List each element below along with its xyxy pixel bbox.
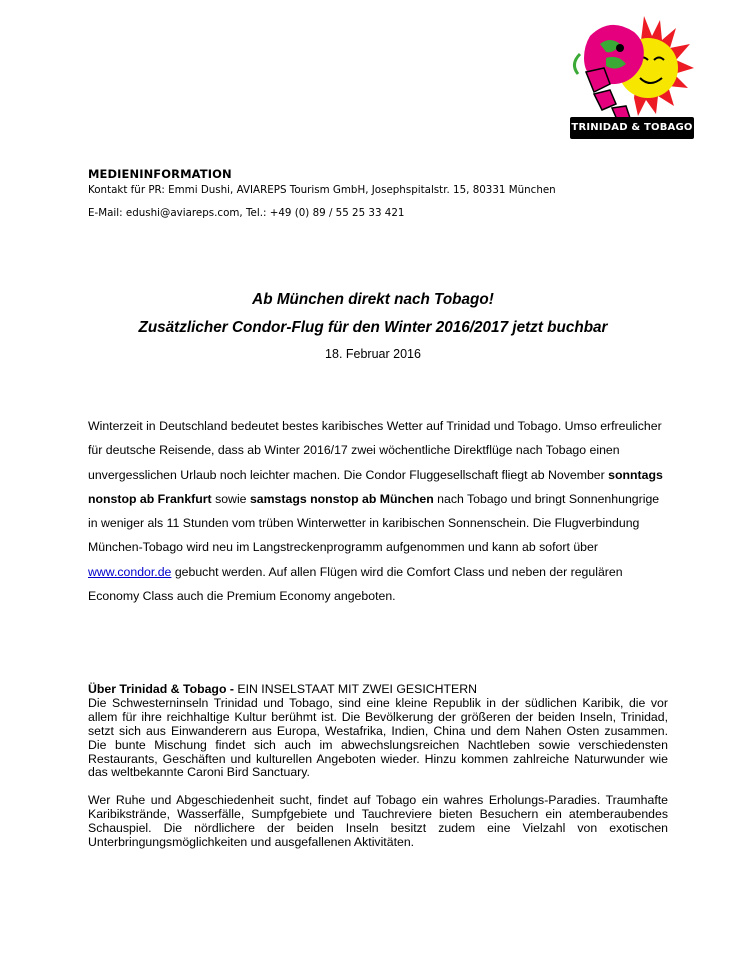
about-heading bbox=[88, 683, 668, 697]
headline-title: Ab München direkt nach Tobago! bbox=[252, 291, 494, 308]
intro-paragraph bbox=[88, 414, 668, 608]
intro-text-2: sowie bbox=[211, 491, 250, 506]
media-label: MEDIENINFORMATION bbox=[88, 167, 232, 181]
about-subtitle: EIN INSELSTAAT MIT ZWEI GESICHTERN bbox=[233, 682, 477, 696]
about-section bbox=[88, 683, 668, 850]
about-paragraph-1: Die Schwesterninseln Trinidad und Tobago, sind eine kleine Republik in der südlichen Karibik, die vor allem für ihre reichhaltige Kultur berühmt ist. Die Bevölkerung der größeren der beiden Inseln, Trinidad, setzt sich aus Einwanderern aus Europa, Westafrika, Indien, China und dem Nahen Osten zusammen. Die bunte Mischung findet sich auch im abwechslungsreichen Nachtleben sowie verschiedensten Restaurants, Geschäften und kulturellen Angeboten wieder. Hinzu kommen zahlreiche Naturwunder wie das weltbekannte Caroni Bird Sanctuary. bbox=[88, 695, 668, 780]
about-title: Über Trinidad & Tobago - bbox=[88, 682, 234, 696]
headline-subtitle: Zusätzlicher Condor-Flug für den Winter 2016/2017 jetzt buchbar bbox=[138, 319, 608, 336]
intro-text-4: gebucht werden. Auf allen Flügen wird die Comfort Class und neben der regulären Economy Class auch die Premium Economy angeboten. bbox=[88, 564, 623, 604]
intro-text-1: Winterzeit in Deutschland bedeutet bestes karibisches Wetter auf Trinidad und Tobago. Umso erfreulicher für deutsche Reisende, dass ab Winter 2016/17 zwei wöchentliche Direktflüge nach Tobago einen unvergesslichen Urlaub noch leichter machen. Die Condor Fluggesellschaft fliegt ab November bbox=[88, 419, 662, 482]
logo-wordmark: TRINIDAD & TOBAGO bbox=[570, 117, 694, 139]
email-line: E-Mail: edushi@aviareps.com, Tel.: +49 (0) 89 / 55 25 33 421 bbox=[88, 207, 405, 219]
media-information bbox=[88, 167, 556, 219]
contact-line: Kontakt für PR: Emmi Dushi, AVIAREPS Tourism GmbH, Josephspitalstr. 15, 80331 München bbox=[88, 184, 556, 196]
intro-bold-muenchen: samstags nonstop ab München bbox=[249, 491, 434, 506]
condor-link[interactable]: www.condor.de bbox=[88, 564, 172, 579]
intro-bold-frankfurt: sonntags nonstop ab Frankfurt bbox=[88, 467, 663, 506]
about-paragraph-2: Wer Ruhe und Abgeschiedenheit sucht, findet auf Tobago ein wahres Erholungs-Paradies. Traumhafte Karibikstrände, Wasserfälle, Sumpfgebiete und Tauchreviere bieten Besuchern ein atemberaubendes Schauspiel. Die nördlichere der beiden Inseln besitzt zudem eine Vielzahl von exotischen Unterbringungsmöglichkeiten und ausgefallenen Aktivitäten. bbox=[88, 793, 668, 850]
press-date: 18. Februar 2016 bbox=[325, 347, 421, 361]
intro-text-3: nach Tobago und bringt Sonnenhungrige in weniger als 11 Stunden vom trüben Winterwetter in karibischen Sonnenschein. Die Flugverbindung München-Tobago wird neu im Langstreckenprogramm aufgenommen und kann ab sofort über bbox=[88, 491, 660, 555]
